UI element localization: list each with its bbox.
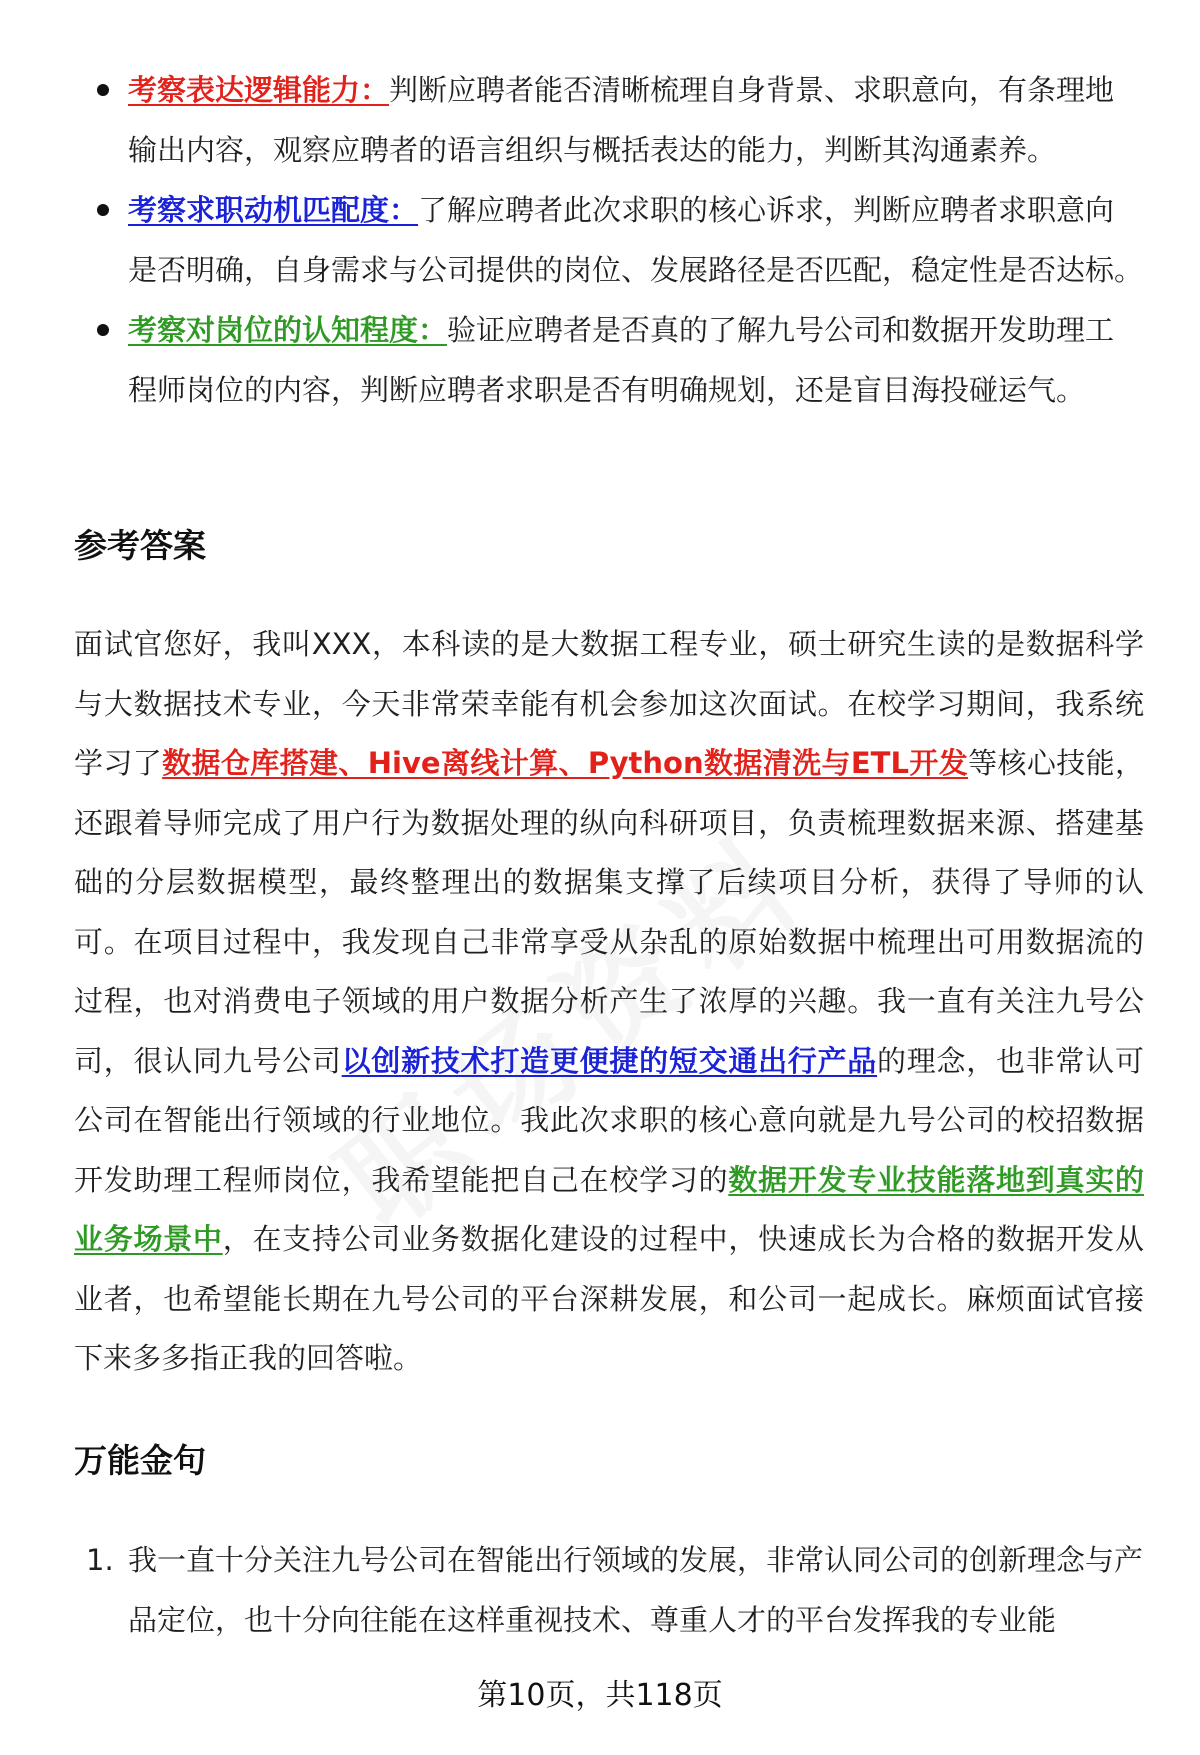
answer-highlight-philosophy: 以创新技术打造更便捷的短交通出行产品	[341, 1043, 878, 1078]
bullet-item-expression	[0, 60, 1143, 180]
bullet-text: 了解应聘者此次求职的核心诉求，判断应聘者求职意向是否明确，自身需求与公司提供的岗位、发展路径是否匹配，稳定性是否达标。	[128, 193, 1144, 287]
list-number: 1.	[86, 1543, 114, 1577]
answer-text: 等核心技能，还跟着导师完成了用户行为数据处理的纵向科研项目，负责梳理数据来源、搭建基础的分层数据模型，最终整理出的数据集支撑了后续项目分析，获得了导师的认可。在项目过程中，我发现自己非常享受从杂乱的原始数据中梳理出可用数据流的过程，也对消费电子领域的用户数据分析产生了浓厚的兴趣。我一直有关注九号公司，很认同九号公司	[74, 746, 1144, 1078]
bullet-text: 验证应聘者是否真的了解九号公司和数据开发助理工程师岗位的内容，判断应聘者求职是否有明确规划，还是盲目海投碰运气。	[128, 313, 1115, 407]
answer-highlight-goal: 数据开发专业技能落地到真实的业务场景中	[74, 1162, 1144, 1256]
answer-highlight-skills: 数据仓库搭建、Hive离线计算、Python数据清洗与ETL开发	[162, 746, 969, 780]
answer-text: 的理念，也非常认可公司在智能出行领域的行业地位。我此次求职的核心意向就是九号公司的校招数据开发助理工程师岗位，我希望能把自己在校学习的	[74, 1043, 1144, 1197]
bullet-item-motivation	[0, 180, 1143, 300]
bullet-text: 判断应聘者能否清晰梳理自身背景、求职意向，有条理地输出内容，观察应聘者的语言组织与概括表达的能力，判断其沟通素养。	[128, 73, 1115, 167]
golden-sentences-heading: 万能金句	[74, 1441, 206, 1480]
assessment-bullet-list	[0, 60, 1200, 420]
bullet-dot-icon	[97, 204, 109, 216]
bullet-keyword: 考察表达逻辑能力：	[128, 73, 390, 107]
reference-answer-paragraph	[74, 615, 1144, 1389]
golden-sentence-item	[0, 1530, 1143, 1650]
bullet-dot-icon	[97, 324, 109, 336]
bullet-keyword: 考察求职动机匹配度：	[128, 193, 419, 227]
bullet-dot-icon	[97, 84, 109, 96]
bullet-keyword: 考察对岗位的认知程度：	[128, 313, 448, 347]
golden-sentences-list	[0, 1530, 1200, 1650]
answer-text: ，在支持公司业务数据化建设的过程中，快速成长为合格的数据开发从业者，也希望能长期在九号公司的平台深耕发展，和公司一起成长。麻烦面试官接下来多多指正我的回答啦。	[74, 1222, 1144, 1375]
bullet-item-cognition	[0, 300, 1143, 420]
answer-text: 面试官您好，我叫XXX，本科读的是大数据工程专业，硕士研究生读的是数据科学与大数据技术专业，今天非常荣幸能有机会参加这次面试。在校学习期间，我系统学习了	[74, 627, 1144, 780]
golden-sentence-text: 我一直十分关注九号公司在智能出行领域的发展，非常认同公司的创新理念与产品定位，也十分向往能在这样重视技术、尊重人才的平台发挥我的专业能	[128, 1543, 1144, 1637]
page-footer: 第10页，共118页	[477, 1678, 723, 1713]
reference-answer-heading: 参考答案	[74, 526, 206, 565]
